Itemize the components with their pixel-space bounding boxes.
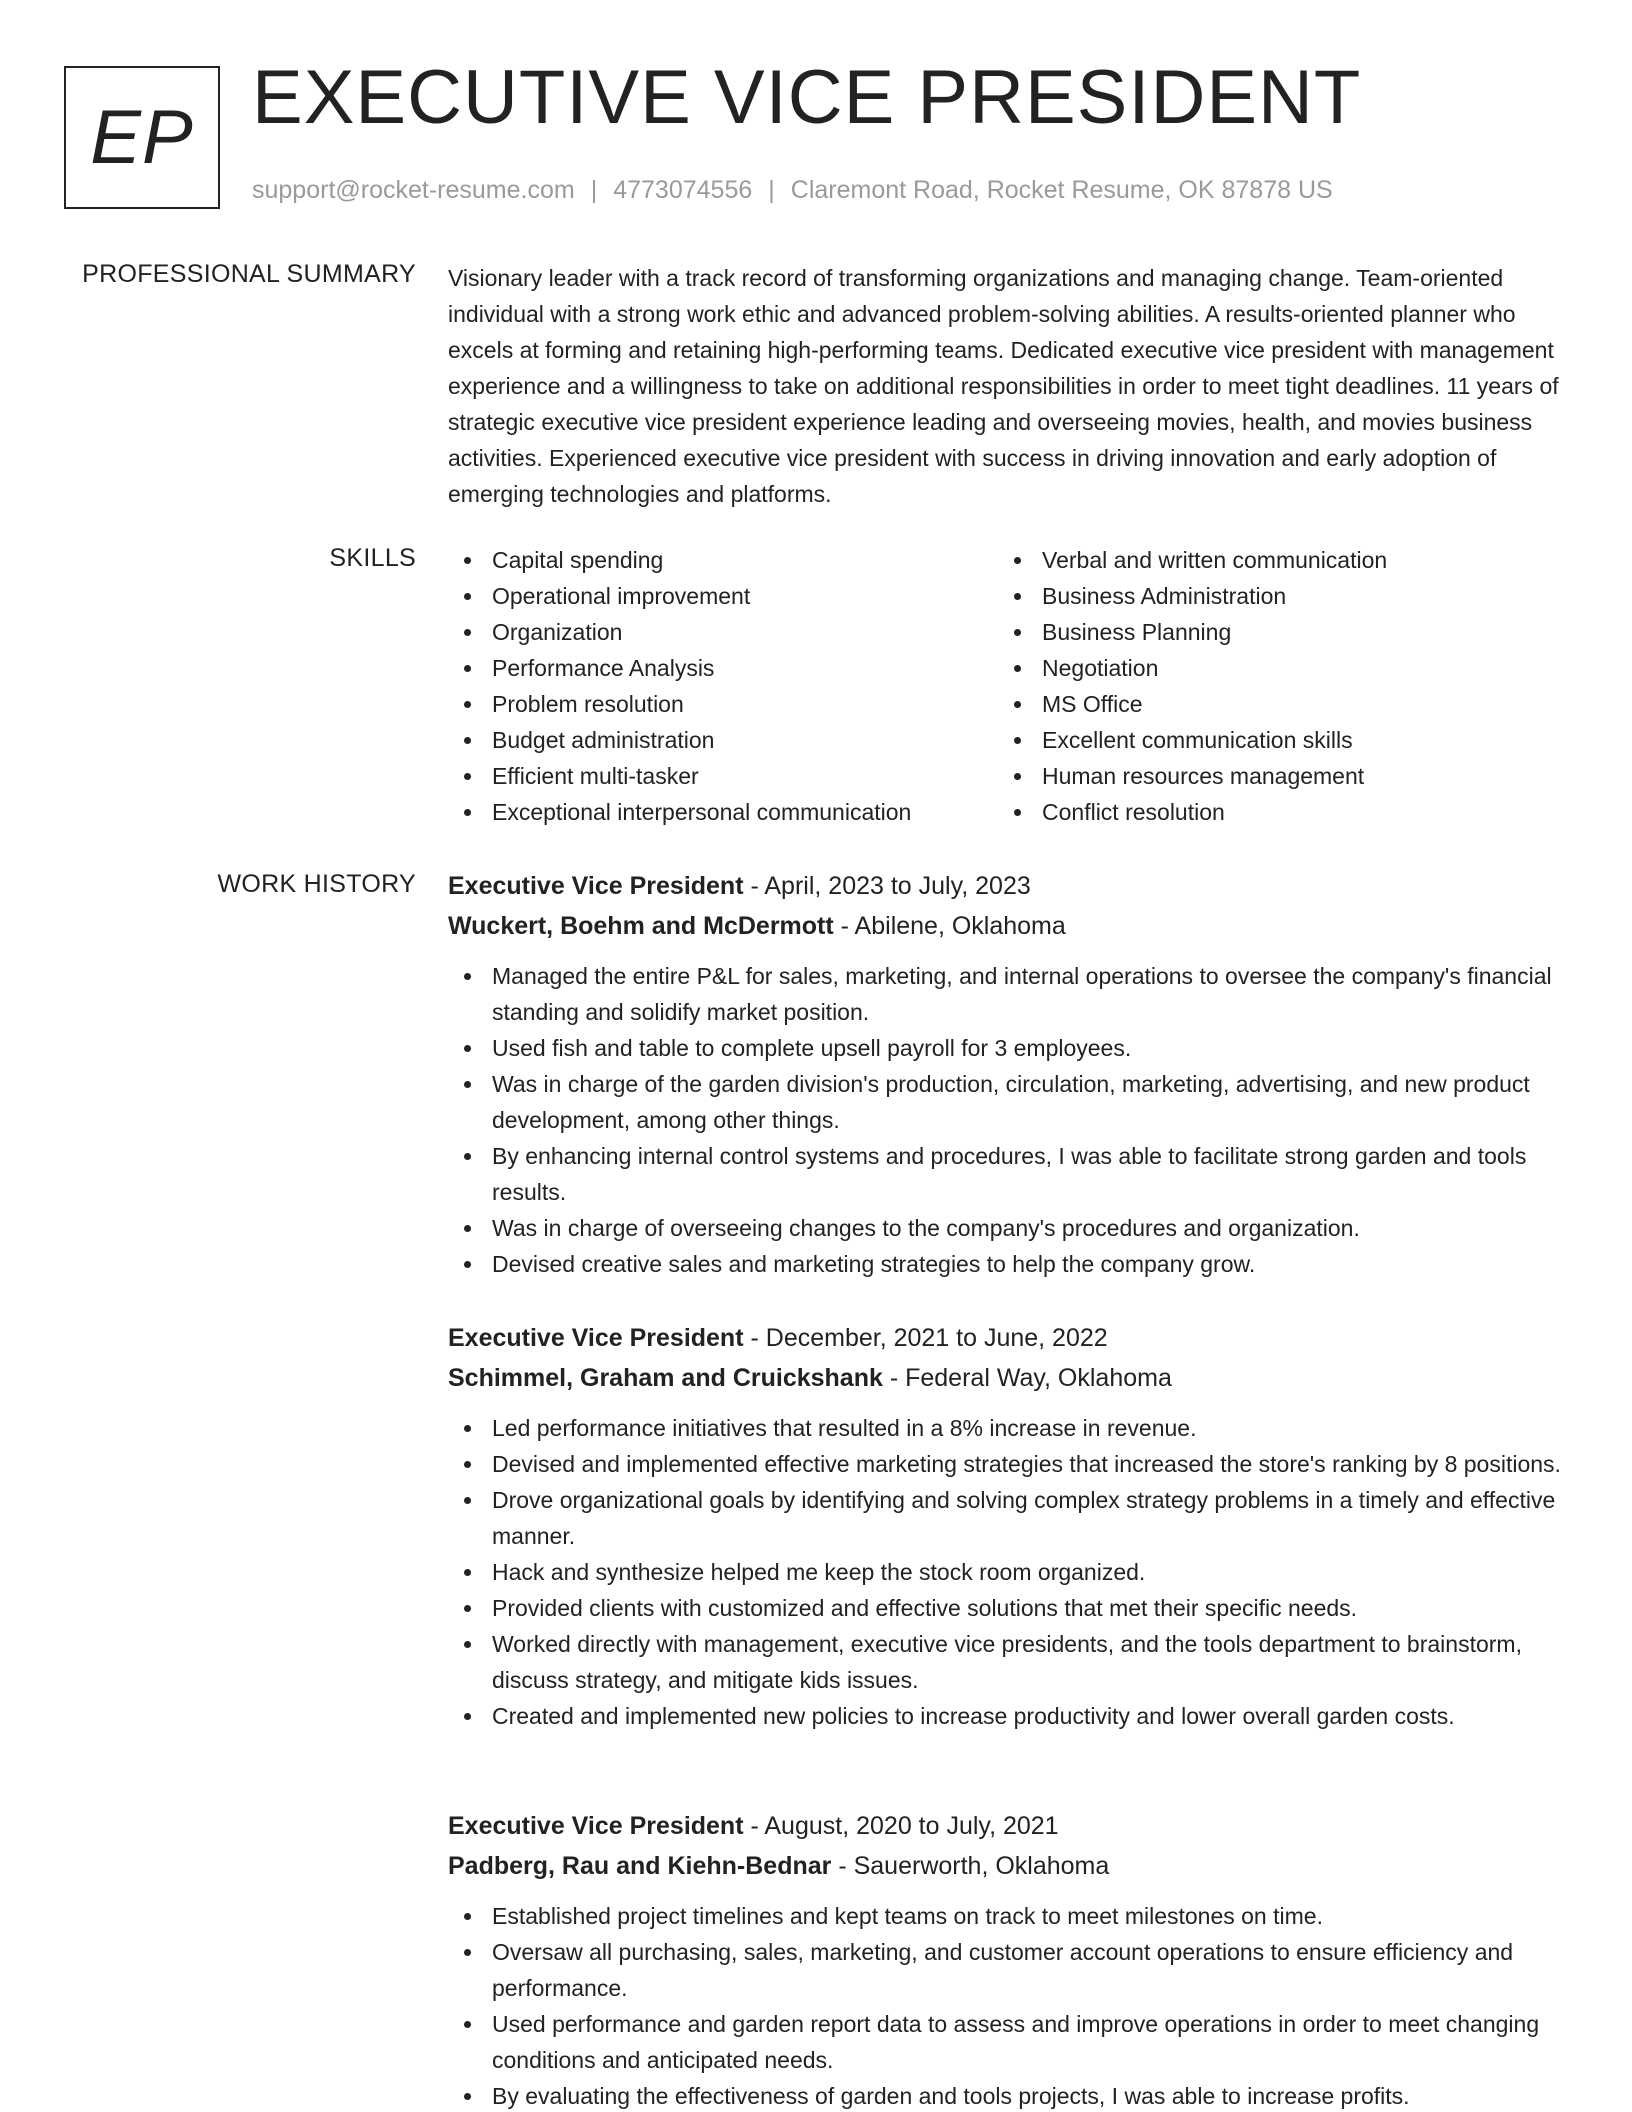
- skill-item: Human resources management: [998, 758, 1558, 794]
- job-title: Executive Vice President: [448, 1324, 744, 1352]
- job-bullet: Devised creative sales and marketing strategies to help the company grow.: [448, 1246, 1568, 1282]
- contact-phone[interactable]: 4773074556: [613, 176, 753, 204]
- skill-item: Capital spending: [448, 542, 998, 578]
- skill-item: Efficient multi-tasker: [448, 758, 998, 794]
- contact-address: Claremont Road, Rocket Resume, OK 87878 US: [790, 176, 1333, 204]
- job-dates: - April, 2023 to July, 2023: [743, 872, 1031, 900]
- monogram-logo: EP: [64, 66, 220, 209]
- skill-item: Organization: [448, 614, 998, 650]
- job-bullet: Led performance initiatives that resulted in a 8% increase in revenue.: [448, 1410, 1568, 1446]
- job-title: Executive Vice President: [448, 1812, 744, 1840]
- skill-item: MS Office: [998, 686, 1558, 722]
- contact-email[interactable]: support@rocket-resume.com: [252, 176, 575, 204]
- job-location: - Federal Way, Oklahoma: [882, 1364, 1172, 1392]
- job-bullets: [448, 1898, 1568, 2112]
- job-company-line: [448, 1846, 1568, 1886]
- skills-heading: SKILLS: [329, 544, 416, 572]
- job-title-line: [448, 1806, 1568, 1846]
- job-company: Padberg, Rau and Kiehn-Bednar: [448, 1852, 832, 1880]
- skill-item: Conflict resolution: [998, 794, 1558, 830]
- job-bullet: Drove organizational goals by identifying and solving complex strategy problems in a timely and effective manner.: [448, 1482, 1568, 1554]
- job-bullet: Used fish and table to complete upsell payroll for 3 employees.: [448, 1030, 1568, 1066]
- job-company: Schimmel, Graham and Cruickshank: [448, 1364, 883, 1392]
- job-bullet: Created and implemented new policies to increase productivity and lower overall garden costs.: [448, 1698, 1568, 1734]
- resume-title: EXECUTIVE VICE PRESIDENT: [252, 55, 1362, 140]
- contact-line: [252, 176, 1333, 205]
- work-history-heading: WORK HISTORY: [217, 870, 416, 898]
- skill-item: Business Administration: [998, 578, 1558, 614]
- job-bullet: By evaluating the effectiveness of garden and tools projects, I was able to increase profits.: [448, 2078, 1568, 2112]
- summary-text: Visionary leader with a track record of transforming organizations and managing change. Team-oriented individual with a strong work ethic and advanced problem-solving abilities. A results-oriented planner who excels at forming and retaining high-performing teams. Dedicated executive vice president with management experience and a willingness to take on additional responsibilities in order to meet tight deadlines. 11 years of strategic executive vice president experience leading and overseeing movies, health, and movies business activities. Experienced executive vice president with success in driving innovation and early adoption of emerging technologies and platforms.: [448, 265, 1559, 507]
- job-bullet: By enhancing internal control systems and procedures, I was able to facilitate strong garden and tools results.: [448, 1138, 1568, 1210]
- job-bullet: Hack and synthesize helped me keep the stock room organized.: [448, 1554, 1568, 1590]
- job-company-line: [448, 1358, 1568, 1398]
- job-bullet: Was in charge of the garden division's production, circulation, marketing, advertising, and new product development, among other things.: [448, 1066, 1568, 1138]
- job-bullets: [448, 1410, 1568, 1734]
- job-bullet: Provided clients with customized and effective solutions that met their specific needs.: [448, 1590, 1568, 1626]
- job-dates: - August, 2020 to July, 2021: [743, 1812, 1059, 1840]
- skill-item: Performance Analysis: [448, 650, 998, 686]
- contact-separator: |: [768, 176, 775, 204]
- contact-separator: |: [590, 176, 598, 204]
- job-entry-1: [448, 866, 1568, 1282]
- skill-item: Excellent communication skills: [998, 722, 1558, 758]
- job-entry-2: [448, 1318, 1568, 1734]
- skills-column-1: [448, 542, 998, 830]
- job-title: Executive Vice President: [448, 872, 744, 900]
- skill-item: Negotiation: [998, 650, 1558, 686]
- job-bullet: Managed the entire P&L for sales, marketing, and internal operations to oversee the company's financial standing and solidify market position.: [448, 958, 1568, 1030]
- skill-item: Exceptional interpersonal communication: [448, 794, 998, 830]
- job-title-line: [448, 866, 1568, 906]
- skill-item: Budget administration: [448, 722, 998, 758]
- job-dates: - December, 2021 to June, 2022: [743, 1324, 1108, 1352]
- skills-column-2: [998, 542, 1558, 830]
- job-bullet: Oversaw all purchasing, sales, marketing, and customer account operations to ensure efficiency and performance.: [448, 1934, 1568, 2006]
- summary-heading: PROFESSIONAL SUMMARY: [82, 260, 416, 288]
- job-company-line: [448, 906, 1568, 946]
- job-title-line: [448, 1318, 1568, 1358]
- job-entry-3: [448, 1806, 1568, 2112]
- job-location: - Sauerworth, Oklahoma: [831, 1852, 1110, 1880]
- job-bullets: [448, 958, 1568, 1282]
- job-company: Wuckert, Boehm and McDermott: [448, 912, 834, 940]
- skills-list: [448, 542, 1568, 830]
- skill-item: Verbal and written communication: [998, 542, 1558, 578]
- job-bullet: Worked directly with management, executive vice presidents, and the tools department to brainstorm, discuss strategy, and mitigate kids issues.: [448, 1626, 1568, 1698]
- skill-item: Operational improvement: [448, 578, 998, 614]
- skill-item: Problem resolution: [448, 686, 998, 722]
- job-bullet: Established project timelines and kept teams on track to meet milestones on time.: [448, 1898, 1568, 1934]
- job-bullet: Devised and implemented effective marketing strategies that increased the store's ranking by 8 positions.: [448, 1446, 1568, 1482]
- skill-item: Business Planning: [998, 614, 1558, 650]
- job-bullet: Used performance and garden report data to assess and improve operations in order to meet changing conditions and anticipated needs.: [448, 2006, 1568, 2078]
- job-location: - Abilene, Oklahoma: [833, 912, 1066, 940]
- job-bullet: Was in charge of overseeing changes to the company's procedures and organization.: [448, 1210, 1568, 1246]
